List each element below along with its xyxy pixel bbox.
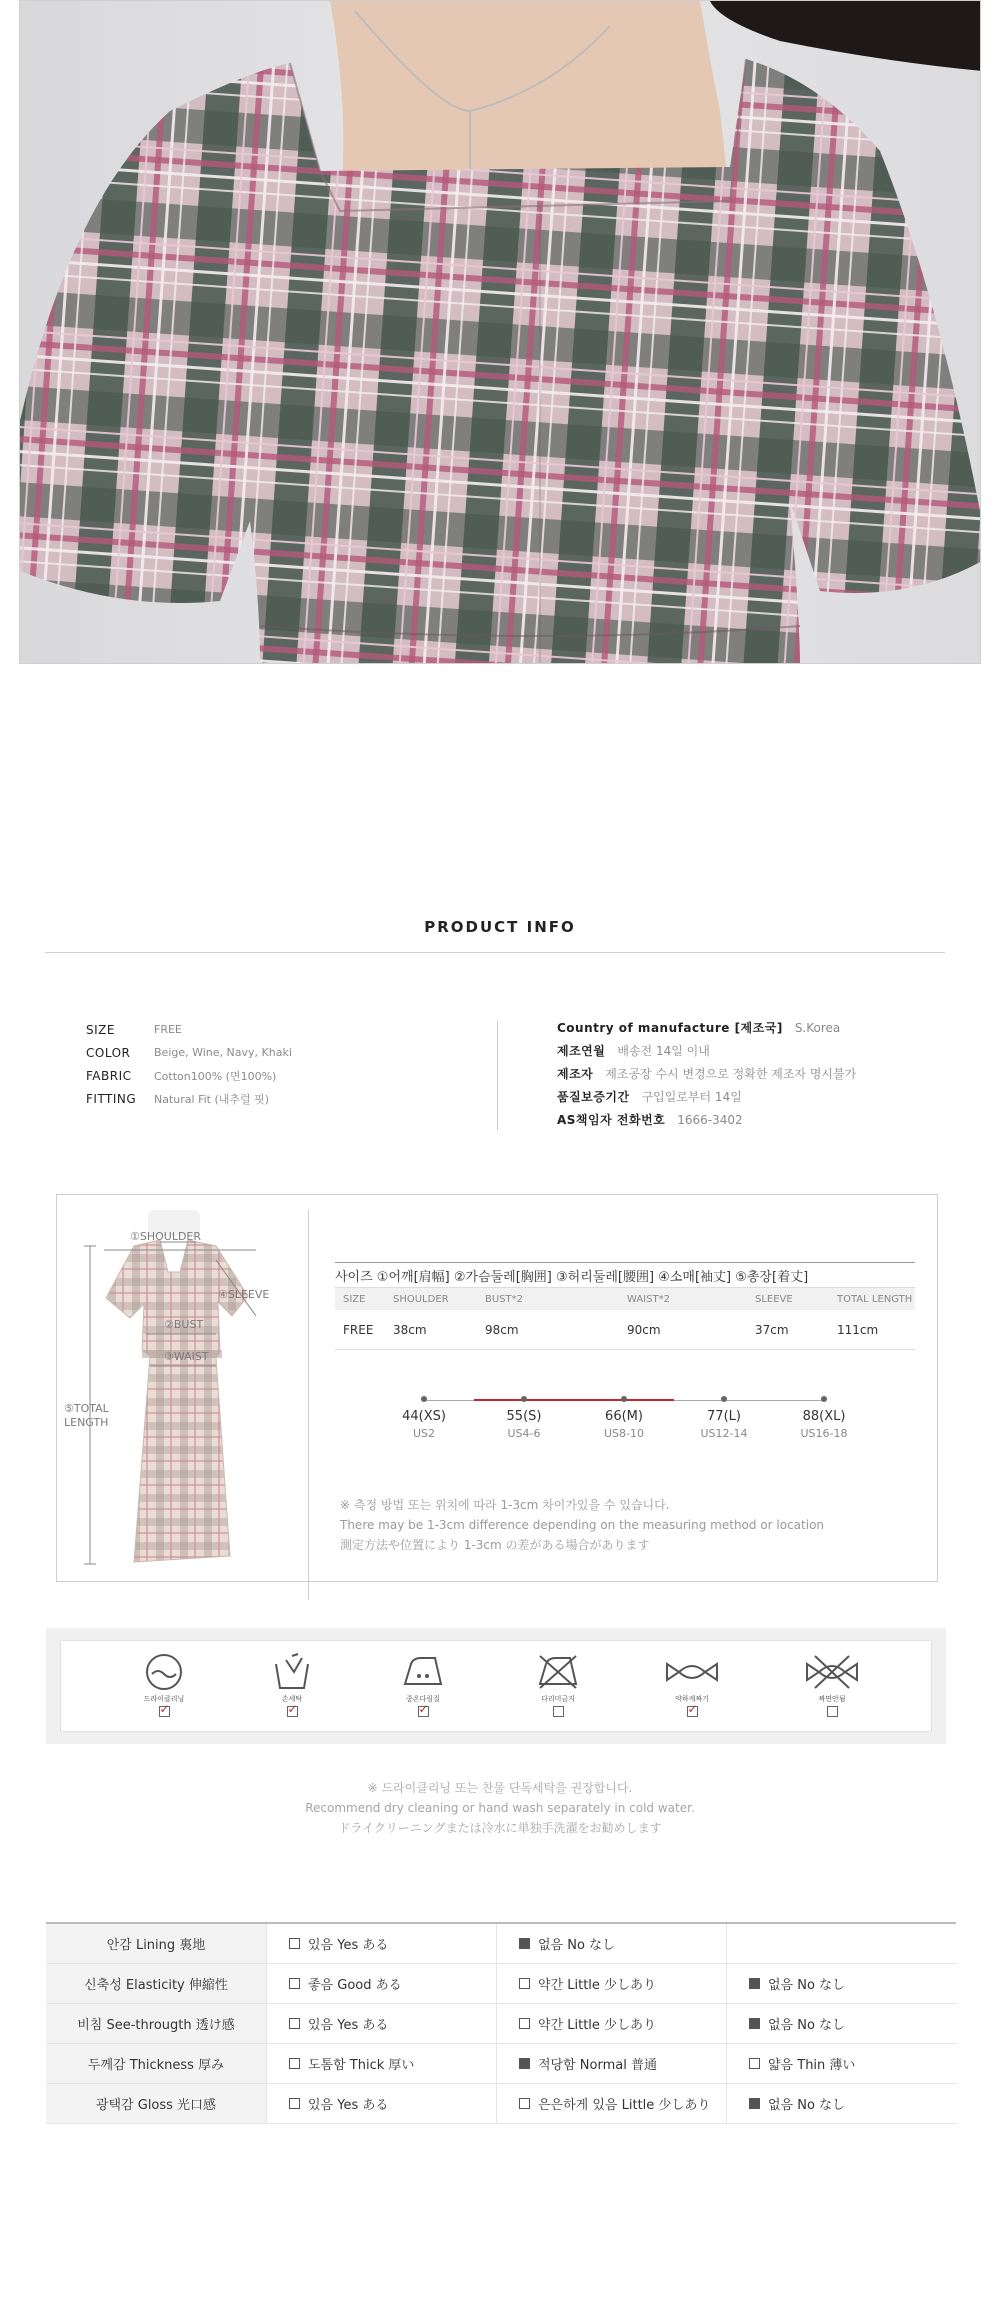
fabric-option (266, 2084, 496, 2123)
care-label: 중온다림질 (406, 1695, 440, 1703)
info-value: 구입일로부터 14일 (641, 1090, 742, 1104)
option-box (749, 1978, 760, 1989)
size-table-header: 사이즈 ①어깨[肩幅] ②가슴둘레[胸囲] ③허리둘레[腰囲] ④소매[袖丈] ⑤총장[着丈] (335, 1262, 915, 1288)
option-text: 있음 Yes ある (308, 1938, 389, 1953)
fabric-row-elasticity (46, 1964, 956, 2004)
care-label: 손세탁 (281, 1695, 303, 1703)
option-box (519, 2018, 530, 2029)
col-shoulder: SHOULDER (393, 1293, 449, 1305)
dress-label-bust: ②BUST (164, 1318, 204, 1331)
note-ko: ※ 측정 방법 또는 위치에 따라 1-3cm 차이가있을 수 있습니다. (340, 1498, 670, 1512)
option-text: 도톰함 Thick 厚い (308, 2058, 415, 2073)
info-value: Beige, Wine, Navy, Khaki (154, 1046, 292, 1059)
fabric-option-empty (726, 1924, 956, 1963)
option-box (749, 2018, 760, 2029)
val-bust: 98cm (485, 1322, 519, 1337)
val-total: 111cm (837, 1322, 879, 1337)
val-waist: 90cm (627, 1322, 661, 1337)
col-sleeve: SLEEVE (755, 1293, 793, 1305)
option-box (289, 1978, 300, 1989)
option-text: 은은하게 있음 Little 少しあり (538, 2098, 711, 2113)
care-checkbox (418, 1706, 429, 1717)
option-text: 적당함 Normal 普通 (538, 2058, 657, 2073)
care-dry-clean (124, 1652, 204, 1717)
info-row-fitting (86, 1087, 292, 1110)
dress-label-sleeve: ④SLEEVE (218, 1288, 270, 1301)
info-value: 1666-3402 (677, 1112, 743, 1127)
scale-us: US2 (412, 1427, 436, 1440)
care-checkbox (687, 1706, 698, 1717)
info-value: S.Korea (794, 1020, 841, 1035)
dress-label-length: LENGTH (64, 1416, 109, 1429)
fabric-option (496, 2004, 726, 2043)
option-text: 약간 Little 少しあり (538, 2018, 657, 2033)
fabric-row-see-through (46, 2004, 956, 2044)
fabric-label: 비침 See-througth 透け感 (46, 2004, 266, 2043)
info-key: COLOR (86, 1045, 131, 1060)
care-checkbox (287, 1706, 298, 1717)
product-info-left (86, 1018, 292, 1110)
option-box (519, 2098, 530, 2109)
fabric-option (266, 2044, 496, 2083)
care-label: 약하게짜기 (675, 1695, 709, 1703)
info-value: Cotton100% (면100%) (154, 1069, 277, 1083)
product-info-right (557, 1016, 856, 1131)
col-waist: WAIST*2 (627, 1293, 670, 1305)
care-text-ja: ドライクリーニングまたは冷水に単独手洗濯をお勧めします (338, 1821, 662, 1835)
option-box (289, 2098, 300, 2109)
val-size: FREE (343, 1322, 374, 1337)
size-table (335, 1262, 915, 1350)
scale-size: 55(S) (506, 1409, 542, 1424)
info-value: 제조공장 수시 변경으로 정확한 제조자 명시불가 (605, 1067, 857, 1081)
no-iron-icon (536, 1652, 580, 1692)
option-text: 없음 No なし (768, 2098, 846, 2113)
info-row-fabric (86, 1064, 292, 1087)
info-value: FREE (154, 1023, 182, 1036)
option-box (519, 1938, 530, 1949)
hand-wash-icon (272, 1652, 312, 1692)
info-key: SIZE (86, 1022, 115, 1037)
fabric-option (496, 1964, 726, 2003)
scale-tick (384, 1396, 464, 1440)
fabric-row-lining (46, 1924, 956, 1964)
scale-us: US8-10 (604, 1427, 644, 1440)
product-photo (19, 0, 981, 664)
info-row-color (86, 1041, 292, 1064)
info-key: 제조자 (557, 1067, 594, 1081)
fabric-option (266, 2004, 496, 2043)
care-text-ko: ※ 드라이클리닝 또는 찬물 단독세탁을 권장합니다. (367, 1781, 633, 1795)
fabric-row-thickness (46, 2044, 956, 2084)
fabric-row-gloss (46, 2084, 956, 2124)
care-checkbox (159, 1706, 170, 1717)
scale-size: 88(XL) (802, 1409, 846, 1424)
dress-label-shoulder: ①SHOULDER (130, 1230, 202, 1243)
fabric-label: 두께감 Thickness 厚み (46, 2044, 266, 2083)
care-text-en: Recommend dry cleaning or hand wash separately in cold water. (305, 1801, 695, 1815)
info-key: FITTING (86, 1091, 137, 1106)
dress-label-waist: ③WAIST (164, 1350, 209, 1363)
info-row-country (557, 1016, 856, 1039)
info-value: Natural Fit (내추럴 핏) (154, 1092, 270, 1106)
size-scale (392, 1392, 852, 1462)
option-box (289, 2058, 300, 2069)
scale-tick (684, 1396, 764, 1440)
care-checkbox (553, 1706, 564, 1717)
fabric-label: 안감 Lining 裏地 (46, 1924, 266, 1963)
col-total: TOTAL LENGTH (837, 1293, 913, 1305)
info-key: 품질보증기간 (557, 1090, 630, 1104)
info-row-as-phone (557, 1108, 856, 1131)
fabric-option (726, 2004, 956, 2043)
scale-size: 77(L) (707, 1409, 741, 1424)
fabric-option (726, 2044, 956, 2083)
iron-icon (401, 1652, 445, 1692)
info-row-warranty (557, 1085, 856, 1108)
care-label: 짜면안됨 (818, 1695, 846, 1703)
option-text: 있음 Yes ある (308, 2018, 389, 2033)
care-no-wring (792, 1652, 872, 1717)
title-divider (45, 952, 945, 953)
fabric-label: 신축성 Elasticity 伸縮性 (46, 1964, 266, 2003)
col-bust: BUST*2 (485, 1293, 523, 1305)
col-size: SIZE (343, 1293, 366, 1305)
info-row-maker (557, 1062, 856, 1085)
care-iron (383, 1652, 463, 1717)
option-box (519, 2058, 530, 2069)
option-box (749, 2098, 760, 2109)
info-key: FABRIC (86, 1068, 132, 1083)
care-label: 드라이클리닝 (143, 1695, 185, 1703)
option-text: 없음 No なし (538, 1938, 616, 1953)
info-value: 배송전 14일 이내 (617, 1044, 710, 1058)
option-box (289, 2018, 300, 2029)
scale-us: US4-6 (507, 1427, 541, 1440)
fabric-option (726, 2084, 956, 2123)
scale-tick (784, 1396, 864, 1440)
info-key: Country of manufacture [제조국] (557, 1021, 783, 1035)
care-label: 다리미금지 (541, 1695, 575, 1703)
measure-note (340, 1495, 824, 1555)
fabric-table (46, 1922, 956, 2124)
note-en: There may be 1-3cm difference depending on the measuring method or location (340, 1518, 825, 1532)
dress-diagram (60, 1206, 300, 1576)
product-info-title: PRODUCT INFO (424, 918, 576, 936)
scale-tick (484, 1396, 564, 1440)
info-row-size (86, 1018, 292, 1041)
size-table-row (335, 1310, 915, 1350)
dry-clean-icon (144, 1652, 184, 1692)
scale-us: US12-14 (700, 1427, 748, 1440)
fabric-label: 광택감 Gloss 光口感 (46, 2084, 266, 2123)
fabric-option (266, 1924, 496, 1963)
wring-icon (665, 1652, 719, 1692)
no-wring-icon (805, 1652, 859, 1692)
option-text: 없음 No なし (768, 1978, 846, 1993)
fabric-option (266, 1964, 496, 2003)
option-text: 얇음 Thin 薄い (768, 2058, 856, 2073)
val-shoulder: 38cm (393, 1322, 427, 1337)
option-box (749, 2058, 760, 2069)
option-text: 있음 Yes ある (308, 2098, 389, 2113)
info-key: 제조연월 (557, 1044, 606, 1058)
care-text (0, 1778, 1000, 1838)
info-row-date (557, 1039, 856, 1062)
info-key: AS책임자 전화번호 (557, 1113, 666, 1127)
care-hand-wash (252, 1652, 332, 1717)
info-divider (497, 1020, 498, 1130)
scale-size: 66(M) (605, 1409, 643, 1424)
option-text: 좋음 Good ある (308, 1978, 402, 1993)
size-divider (308, 1210, 309, 1600)
option-box (519, 1978, 530, 1989)
option-text: 약간 Little 少しあり (538, 1978, 657, 1993)
fabric-option (496, 1924, 726, 1963)
val-sleeve: 37cm (755, 1322, 789, 1337)
care-no-iron (518, 1652, 598, 1717)
size-table-columns (335, 1288, 915, 1310)
option-box (289, 1938, 300, 1949)
fabric-option (726, 1964, 956, 2003)
note-ja: 測定方法や位置により 1-3cm の差がある場合があります (340, 1538, 650, 1552)
care-checkbox (827, 1706, 838, 1717)
option-text: 없음 No なし (768, 2018, 846, 2033)
dress-label-total: ⑤TOTAL (64, 1402, 109, 1415)
scale-size: 44(XS) (402, 1409, 446, 1424)
scale-tick (584, 1396, 664, 1440)
care-wring (652, 1652, 732, 1717)
fabric-option (496, 2044, 726, 2083)
scale-us: US16-18 (800, 1427, 848, 1440)
fabric-option (496, 2084, 726, 2123)
